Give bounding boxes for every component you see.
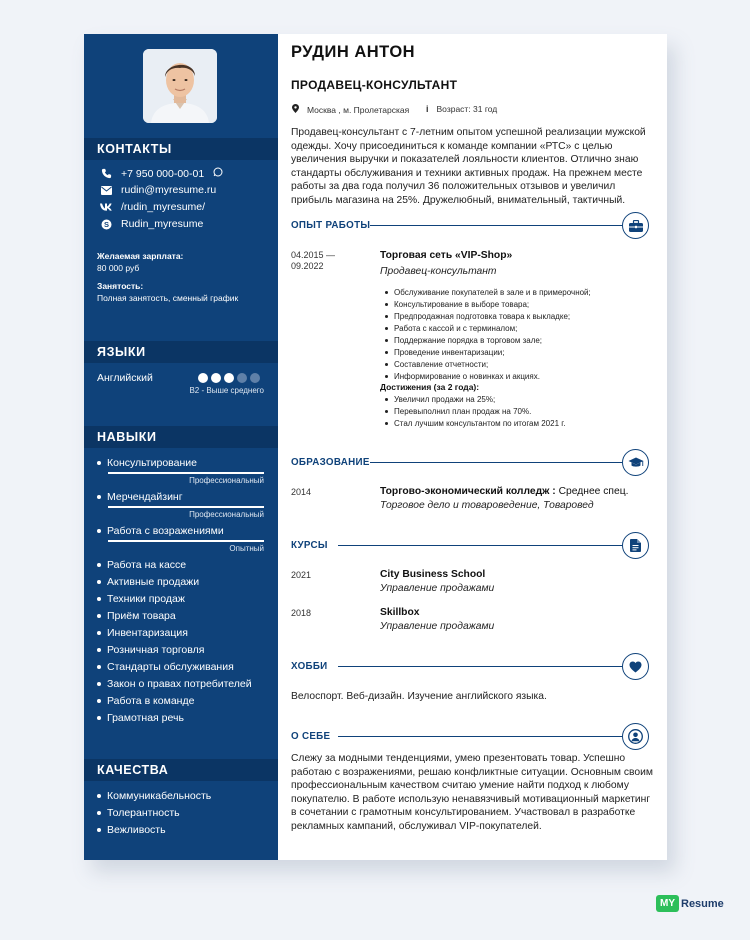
bullet-icon — [97, 716, 101, 720]
language-name: Английский — [97, 372, 153, 384]
candidate-position: ПРОДАВЕЦ-КОНСУЛЬТАНТ — [291, 78, 458, 92]
experience-date: 04.2015 — 09.2022 — [291, 250, 336, 271]
duty-text: Обслуживание покупателей в зале и в примерочной; — [394, 288, 591, 297]
bullet-icon — [97, 828, 101, 832]
bullet-icon — [97, 614, 101, 618]
course-year: 2021 — [291, 570, 312, 580]
about-text: Слежу за модными тенденциями, умею презентовать товар. Успешно работаю с возражениями, решаю конфликтные ситуации. Основным своим профессиональным качеством считаю умение найти подход к любому покупателю. В работе использую ненавязчивый мотивационный маркетинг в сочетании с грамотным консультированием. Участвовал в разработке рекламных кампаний, обслуживал VIP-покупателей. — [291, 753, 653, 832]
bullet-icon — [97, 811, 101, 815]
bullet-icon — [97, 682, 101, 686]
skill-name: Мерчендайзинг — [107, 491, 183, 503]
heart-icon — [622, 653, 649, 680]
duty-item — [385, 348, 504, 357]
languages-header: ЯЗЫКИ — [84, 341, 278, 363]
myresume-logo[interactable] — [656, 895, 724, 912]
quality-item — [97, 824, 166, 836]
bullet-icon — [97, 597, 101, 601]
location-text: Москва , м. Пролетарская — [307, 104, 410, 115]
bullet-icon — [97, 631, 101, 635]
skill-name: Инвентаризация — [107, 627, 188, 639]
achievements-title: Достижения (за 2 года): — [380, 382, 480, 392]
contacts-header: КОНТАКТЫ — [84, 138, 278, 160]
course-name: City Business School — [380, 569, 486, 580]
skill-name: Стандарты обслуживания — [107, 661, 234, 673]
sidebar — [84, 34, 278, 860]
skill-name: Техники продаж — [107, 593, 185, 605]
skill-level: Профессиональный — [189, 510, 264, 519]
age-text: Возраст: 31 год — [436, 104, 498, 114]
about-header: О СЕБЕ — [291, 731, 331, 742]
course-topic: Управление продажами — [380, 583, 495, 594]
qualities-header: КАЧЕСТВА — [84, 759, 278, 781]
contact-vk[interactable] — [100, 201, 205, 213]
bullet-icon — [385, 351, 388, 354]
location-pin-icon — [292, 104, 299, 115]
candidate-name: РУДИН АНТОН — [291, 43, 416, 61]
skill-item — [97, 695, 194, 707]
summary: Продавец-консультант с 7-летним опытом успешной реализации мужской одежды. Хочу присоединиться к команде компании «РТС» с целью увеличения выручки и показателей лояльности клиентов. Отлично знаю стандарты обслуживания и техники активных продаж. На прежнем месте работы за два года получил 36 положительных отзывов и увеличил прибыль магазина на 25%. Дружелюбный, внимательный, тактичный. — [291, 127, 646, 206]
course-topic: Управление продажами — [380, 621, 495, 632]
school-name — [380, 486, 628, 497]
level-dot-empty — [250, 373, 260, 383]
skill-bar — [108, 540, 264, 542]
salary-label: Желаемая зарплата: — [97, 251, 184, 261]
duty-item — [385, 336, 542, 345]
skill-name: Приём товара — [107, 610, 176, 622]
skill-item — [97, 593, 185, 605]
duty-text: Предпродажная подготовка товара к выкладке; — [394, 312, 571, 321]
experience-header: ОПЫТ РАБОТЫ — [291, 220, 371, 231]
salary-value: 80 000 руб — [97, 263, 140, 273]
age — [426, 104, 497, 114]
duty-text: Консультирование в выборе товара; — [394, 300, 530, 309]
main-content — [278, 34, 667, 860]
section-divider — [338, 545, 622, 546]
courses-header: КУРСЫ — [291, 540, 328, 551]
duty-text: Информирование о новинках и акциях. — [394, 372, 540, 381]
skill-item — [97, 457, 197, 469]
whatsapp-icon — [213, 167, 223, 180]
level-dot-empty — [237, 373, 247, 383]
duty-item — [385, 324, 517, 333]
achievement-item — [385, 419, 565, 428]
skill-item — [97, 644, 204, 656]
bullet-icon — [385, 410, 388, 413]
vk-icon — [100, 201, 112, 213]
skill-item — [97, 627, 188, 639]
bullet-icon — [385, 315, 388, 318]
location — [292, 104, 409, 115]
achievement-text: Стал лучшим консультантом по итогам 2021 г. — [394, 419, 566, 428]
document-icon — [622, 532, 649, 559]
quality-name: Коммуникабельность — [107, 790, 212, 802]
section-divider — [338, 666, 622, 667]
bullet-icon — [385, 422, 388, 425]
duty-item — [385, 360, 488, 369]
contact-email[interactable] — [100, 184, 216, 196]
skill-name: Работа в команде — [107, 695, 195, 707]
education-header: ОБРАЗОВАНИЕ — [291, 457, 370, 468]
section-divider — [370, 462, 622, 463]
skill-item — [97, 576, 199, 588]
skill-item — [97, 678, 252, 690]
bullet-icon — [385, 375, 388, 378]
school-title: Торгово-экономический колледж : — [380, 486, 556, 497]
info-icon: i — [426, 104, 429, 114]
course-year: 2018 — [291, 608, 312, 618]
section-divider — [338, 736, 622, 737]
skill-name: Консультирование — [107, 457, 197, 469]
skill-name: Активные продажи — [107, 576, 200, 588]
skill-item — [97, 610, 176, 622]
contact-skype[interactable] — [100, 218, 203, 230]
quality-name: Вежливость — [107, 824, 166, 836]
course-name: Skillbox — [380, 607, 420, 618]
bullet-icon — [97, 529, 101, 533]
person-icon — [622, 723, 649, 750]
phone-icon — [100, 168, 112, 180]
level-dot-filled — [224, 373, 234, 383]
duty-text: Поддержание порядка в торговом зале; — [394, 336, 543, 345]
logo-badge: MY — [656, 895, 679, 912]
mail-icon — [100, 184, 112, 196]
skill-name: Грамотная речь — [107, 712, 184, 724]
skill-item — [97, 661, 234, 673]
achievement-item — [385, 395, 495, 404]
hobby-header: ХОББИ — [291, 661, 328, 672]
duty-item — [385, 372, 540, 381]
bullet-icon — [97, 580, 101, 584]
duty-item — [385, 312, 570, 321]
quality-name: Толерантность — [107, 807, 180, 819]
hobby-text: Велоспорт. Веб-дизайн. Изучение английского языка. — [291, 691, 547, 702]
skill-item — [97, 491, 183, 503]
skill-level: Профессиональный — [189, 476, 264, 485]
education-year: 2014 — [291, 487, 312, 497]
language-level-text: B2 - Выше среднего — [189, 386, 264, 395]
skype-icon — [100, 218, 112, 230]
skill-item — [97, 559, 186, 571]
contact-phone[interactable] — [100, 167, 223, 180]
achievement-item — [385, 407, 531, 416]
duty-text: Проведение инвентаризации; — [394, 348, 505, 357]
bullet-icon — [385, 327, 388, 330]
level-dot-filled — [211, 373, 221, 383]
skill-item — [97, 525, 224, 537]
duty-text: Работа с кассой и с терминалом; — [394, 324, 518, 333]
bullet-icon — [385, 398, 388, 401]
svg-text:S: S — [103, 219, 109, 229]
bullet-icon — [97, 461, 101, 465]
skill-bar — [108, 472, 264, 474]
company-name: Торговая сеть «VIP-Shop» — [380, 250, 513, 261]
achievement-text: Увеличил продажи на 25%; — [394, 395, 496, 404]
duty-item — [385, 288, 591, 297]
bullet-icon — [97, 699, 101, 703]
specialty: Торговое дело и товароведение, Товаровед — [380, 500, 594, 511]
skill-name: Закон о правах потребителей — [107, 678, 252, 690]
contact-text: +7 950 000-00-01 — [121, 167, 205, 180]
degree: Среднее спец. — [558, 486, 629, 497]
contact-text: rudin@myresume.ru — [121, 184, 217, 196]
contact-text: /rudin_myresume/ — [121, 201, 206, 213]
job-role: Продавец-консультант — [380, 266, 497, 277]
bullet-icon — [97, 495, 101, 499]
resume-page — [84, 34, 667, 860]
graduation-cap-icon — [622, 449, 649, 476]
bullet-icon — [385, 303, 388, 306]
bullet-icon — [97, 665, 101, 669]
skills-header: НАВЫКИ — [84, 426, 278, 448]
skill-name: Розничная торговля — [107, 644, 205, 656]
level-dot-filled — [198, 373, 208, 383]
section-divider — [370, 225, 622, 226]
employment-value: Полная занятость, сменный график — [97, 293, 239, 303]
duty-item — [385, 300, 529, 309]
skill-name: Работа на кассе — [107, 559, 187, 571]
bullet-icon — [97, 563, 101, 567]
achievement-text: Перевыполнил план продаж на 70%. — [394, 407, 532, 416]
skill-level: Опытный — [229, 544, 264, 553]
skill-bar — [108, 506, 264, 508]
bullet-icon — [97, 794, 101, 798]
duty-text: Составление отчетности; — [394, 360, 489, 369]
language-level-dots — [198, 373, 260, 383]
employment-label: Занятость: — [97, 281, 144, 291]
bullet-icon — [97, 648, 101, 652]
contact-text: Rudin_myresume — [121, 218, 204, 230]
profile-photo — [143, 49, 217, 123]
logo-text: Resume — [681, 897, 724, 910]
bullet-icon — [385, 339, 388, 342]
quality-item — [97, 790, 211, 802]
skill-name: Работа с возражениями — [107, 525, 224, 537]
briefcase-icon — [622, 212, 649, 239]
bullet-icon — [385, 291, 388, 294]
bullet-icon — [385, 363, 388, 366]
skill-item — [97, 712, 184, 724]
quality-item — [97, 807, 180, 819]
